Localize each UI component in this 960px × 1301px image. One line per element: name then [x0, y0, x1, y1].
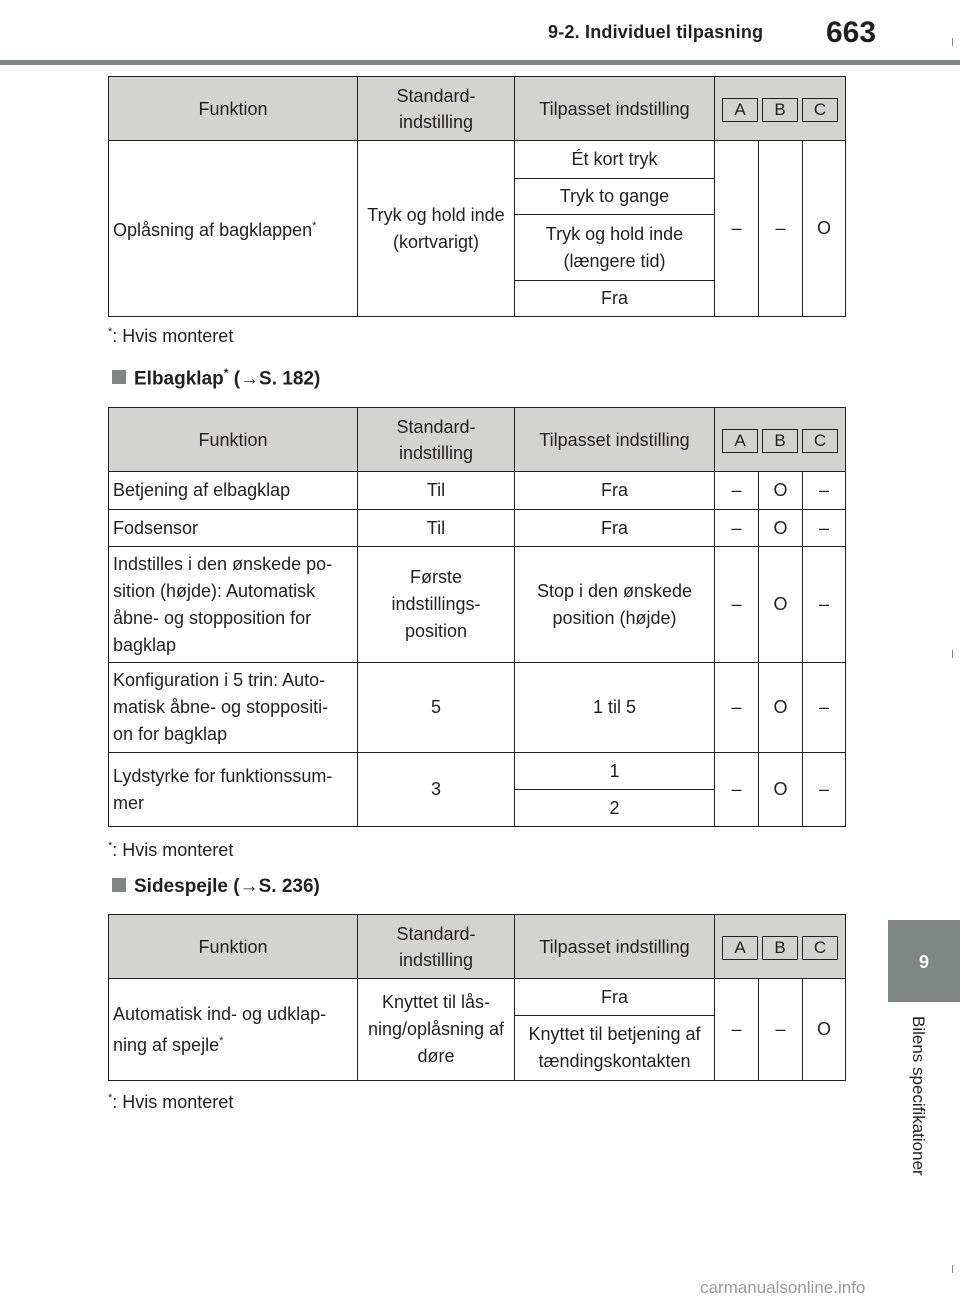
cell-c: O	[803, 979, 846, 1081]
cell-standard: Første indstillings- position	[358, 547, 515, 663]
cell-c: –	[803, 663, 846, 753]
table-baklap-unlock	[108, 76, 846, 317]
cell-option: Ét kort tryk	[515, 141, 715, 179]
cell-b: O	[759, 547, 803, 663]
cell-option: Fra	[515, 281, 715, 317]
chapter-label: Bilens specifikationer	[909, 1016, 928, 1176]
cell-b: –	[759, 141, 803, 317]
chapter-number: 9	[918, 952, 929, 972]
table-row	[109, 547, 846, 663]
footnote-text: : Hvis monteret	[112, 326, 234, 346]
cell-custom: 1 til 5	[515, 663, 715, 753]
cell-custom: Fra	[515, 472, 715, 510]
col-header-standard: Standard- indstilling	[358, 915, 515, 979]
footnote-mark: *	[312, 220, 317, 232]
col-header-function: Funktion	[109, 77, 358, 141]
cell-c: O	[803, 141, 846, 317]
cell-c: –	[803, 753, 846, 827]
col-header-abc	[715, 408, 846, 472]
cell-option: Fra	[515, 979, 715, 1016]
cell-b: –	[759, 979, 803, 1081]
col-header-function: Funktion	[109, 408, 358, 472]
section-bullet	[112, 878, 126, 892]
page-reference[interactable]: S. 236	[258, 876, 314, 897]
cell-standard: Tryk og hold inde (kortvarigt)	[358, 141, 515, 317]
cell-option: Tryk og hold inde (længere tid)	[515, 215, 715, 281]
label-a: A	[722, 936, 758, 960]
cell-function: Indstilles i den ønskede po- sition (højde): Automatisk åbne- og stopposition for bagklap	[109, 547, 358, 663]
cell-standard: Knyttet til lås- ning/oplåsning af døre	[358, 979, 515, 1081]
label-a: A	[722, 98, 758, 122]
cell-a: –	[715, 663, 759, 753]
cell-a: –	[715, 472, 759, 510]
cell-c: –	[803, 547, 846, 663]
cell-option: Tryk to gange	[515, 179, 715, 215]
col-header-abc	[715, 915, 846, 979]
cell-function: Betjening af elbagklap	[109, 472, 358, 510]
cell-option: Knyttet til betjening af tændingskontakten	[515, 1016, 715, 1081]
arrow-icon: →	[239, 876, 259, 897]
label-b: B	[762, 429, 798, 453]
cell-a: –	[715, 547, 759, 663]
crop-mark	[952, 1265, 953, 1273]
col-header-custom: Tilpasset indstilling	[515, 915, 715, 979]
cell-a: –	[715, 753, 759, 827]
function-text: Automatisk ind- og udklap- ning af spejle	[113, 1003, 327, 1055]
page-number: 663	[826, 16, 877, 49]
cell-custom: Fra	[515, 510, 715, 547]
label-c: C	[802, 429, 838, 453]
crop-mark	[952, 650, 953, 658]
table-row	[109, 510, 846, 547]
section-heading-sidespejle: Sidespejle (→S. 236)	[112, 876, 320, 898]
table-row	[109, 663, 846, 753]
table-sidespejle	[108, 914, 846, 1081]
cell-function: Lydstyrke for funktionssum- mer	[109, 753, 358, 827]
cell-function	[109, 141, 358, 317]
section-heading-elbagklap: Elbagklap* (→S. 182)	[112, 366, 320, 390]
section-header: 9-2. Individuel tilpasning	[548, 22, 764, 42]
footnote-mark: *	[223, 366, 229, 380]
label-c: C	[802, 98, 838, 122]
cell-standard: 3	[358, 753, 515, 827]
footnote-star: *	[108, 840, 113, 852]
section-title: Sidespejle	[134, 876, 228, 897]
label-a: A	[722, 429, 758, 453]
table-row	[109, 753, 846, 790]
footnote-text: : Hvis monteret	[112, 840, 234, 860]
table-row	[109, 472, 846, 510]
cell-c: –	[803, 472, 846, 510]
cell-a: –	[715, 141, 759, 317]
cell-b: O	[759, 753, 803, 827]
cell-function	[109, 979, 358, 1081]
function-text: Oplåsning af bagklappen	[113, 220, 313, 240]
cell-standard: Til	[358, 510, 515, 547]
label-b: B	[762, 98, 798, 122]
cell-standard: Til	[358, 472, 515, 510]
cell-custom: Stop i den ønskede position (højde)	[515, 547, 715, 663]
footnote-text: : Hvis monteret	[112, 1092, 234, 1112]
cell-standard: 5	[358, 663, 515, 753]
watermark: carmanualsonline.info	[700, 1278, 866, 1297]
cell-a: –	[715, 510, 759, 547]
cell-a: –	[715, 979, 759, 1081]
footnote-mark: *	[219, 1034, 224, 1047]
footnote	[108, 326, 233, 347]
col-header-abc	[715, 77, 846, 141]
page-reference[interactable]: S. 182	[259, 368, 314, 390]
cell-b: O	[759, 510, 803, 547]
col-header-standard: Standard- indstilling	[358, 77, 515, 141]
cell-function: Konfiguration i 5 trin: Auto- matisk åbne- og stoppositi- on for bagklap	[109, 663, 358, 753]
cell-option: 1	[515, 753, 715, 790]
cell-b: O	[759, 472, 803, 510]
cell-b: O	[759, 663, 803, 753]
section-bullet	[112, 370, 126, 384]
cell-c: –	[803, 510, 846, 547]
footnote-star: *	[108, 1092, 113, 1104]
crop-mark	[952, 38, 953, 46]
col-header-custom: Tilpasset indstilling	[515, 77, 715, 141]
header-rule	[0, 60, 960, 65]
table-elbagklap	[108, 407, 846, 827]
footnote	[108, 1092, 233, 1113]
col-header-custom: Tilpasset indstilling	[515, 408, 715, 472]
label-c: C	[802, 936, 838, 960]
section-title: Elbagklap	[134, 368, 224, 390]
arrow-icon: →	[240, 368, 260, 390]
col-header-function: Funktion	[109, 915, 358, 979]
col-header-standard: Standard- indstilling	[358, 408, 515, 472]
cell-option: 2	[515, 790, 715, 827]
cell-function: Fodsensor	[109, 510, 358, 547]
footnote	[108, 840, 233, 861]
footnote-star: *	[108, 326, 113, 338]
label-b: B	[762, 936, 798, 960]
